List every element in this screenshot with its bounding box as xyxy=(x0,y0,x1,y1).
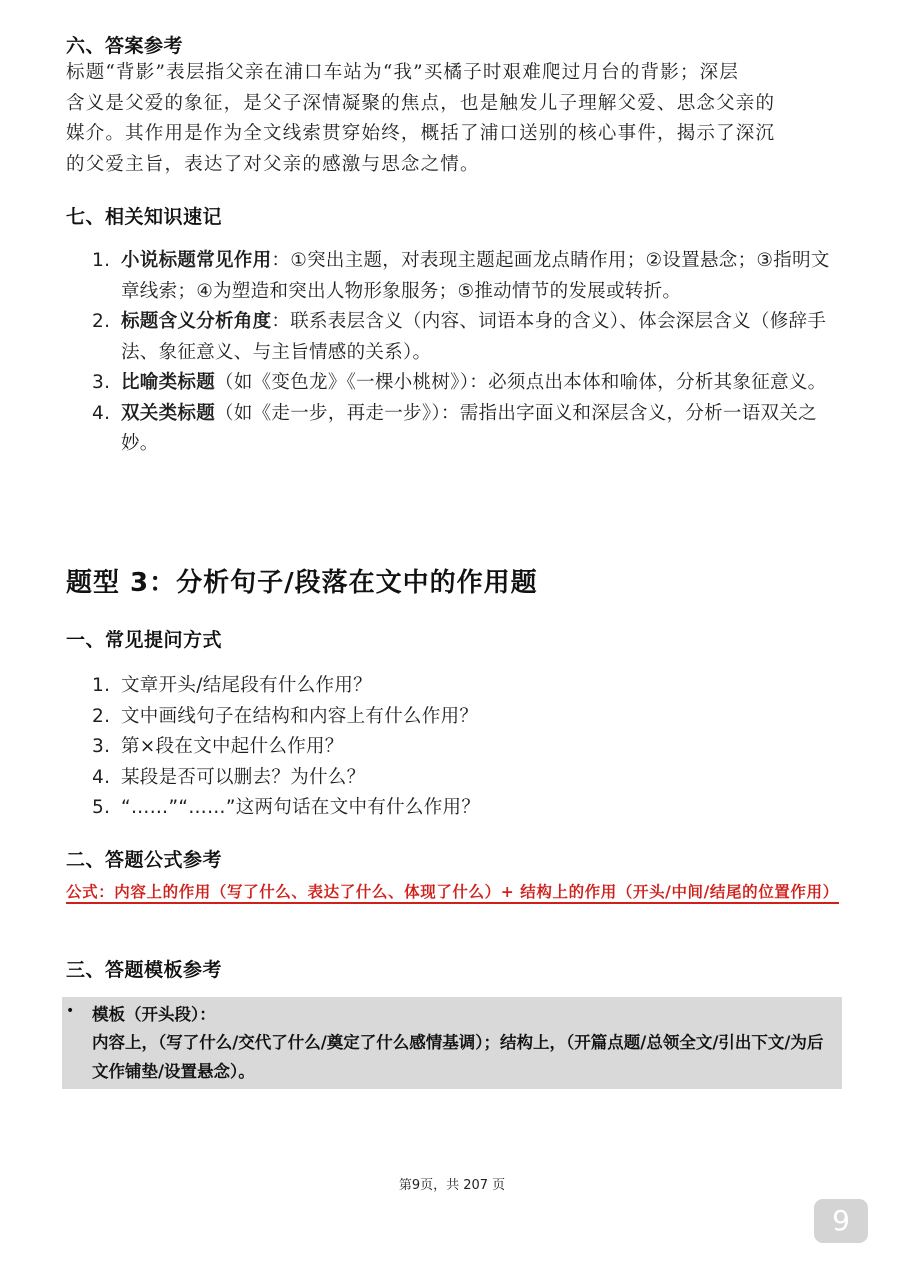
list-item xyxy=(92,399,832,460)
answer-line: 媒介。其作用是作为全文线索贯穿始终，概括了浦口送别的核心事件，揭示了深沉 xyxy=(66,123,776,144)
answer-line: 的父爱主旨，表达了对父亲的感激与思念之情。 xyxy=(66,153,480,175)
section-heading-knowledge: 七、相关知识速记 xyxy=(66,206,223,228)
list-number: 4. xyxy=(92,766,111,788)
item-text: （如《走一步，再走一步》）：需指出字面义和深层含义，分析一语双关之妙。 xyxy=(121,402,817,454)
item-text: 文中画线句子在结构和内容上有什么作用？ xyxy=(121,705,479,727)
list-item xyxy=(92,793,792,824)
list-item xyxy=(92,246,832,307)
page-footer: 第9页，共 207 页 xyxy=(398,1178,506,1193)
list-number: 3. xyxy=(92,736,111,757)
list-number: 3. xyxy=(92,372,111,393)
list-number: 5. xyxy=(92,797,111,818)
list-item xyxy=(92,671,792,702)
item-term: 小说标题常见作用 xyxy=(121,250,272,271)
section-heading-answer: 六、答案参考 xyxy=(66,35,184,57)
knowledge-list xyxy=(92,246,832,460)
list-item xyxy=(92,368,832,399)
section-heading-questions: 一、常见提问方式 xyxy=(66,629,223,651)
item-term: 比喻类标题 xyxy=(121,372,216,393)
question-type-heading: 题型 3：分析句子/段落在文中的作用题 xyxy=(66,568,538,598)
item-text: ：①突出主题，对表现主题起画龙点睛作用；②设置悬念；③指明文章线索；④为塑造和突出人物形象服务；⑤推动情节的发展或转折。 xyxy=(121,250,830,302)
page-number-badge: 9 xyxy=(814,1199,868,1243)
item-term: 标题含义分析角度 xyxy=(121,311,272,332)
list-number: 2. xyxy=(92,311,111,332)
answer-line: 含义是父爱的象征，是父子深情凝聚的焦点，也是触发儿子理解父爱、思念父亲的 xyxy=(66,92,776,114)
item-text: 文章开头/结尾段有什么作用？ xyxy=(121,675,372,696)
template-title: 模板（开头段）： xyxy=(92,1005,216,1024)
item-text: 某段是否可以删去？为什么？ xyxy=(121,766,366,788)
list-item xyxy=(92,763,792,794)
list-item xyxy=(92,307,832,368)
section-heading-template: 三、答题模板参考 xyxy=(66,959,223,981)
item-term: 双关类标题 xyxy=(121,402,216,424)
template-box xyxy=(62,997,842,1089)
bullet-icon: • xyxy=(66,1003,75,1019)
list-number: 2. xyxy=(92,705,111,727)
section-heading-formula: 二、答题公式参考 xyxy=(66,849,223,871)
answer-paragraph xyxy=(66,58,838,180)
item-text: 第×段在文中起什么作用？ xyxy=(121,736,344,757)
item-text: （如《变色龙》《一棵小桃树》）：必须点出本体和喻体，分析其象征意义。 xyxy=(215,372,827,393)
item-text: ：联系表层含义（内容、词语本身的含义）、体会深层含义（修辞手法、象征意义、与主旨情感的关系）。 xyxy=(121,311,827,363)
item-text: “……”“……”这两句话在文中有什么作用？ xyxy=(121,797,481,818)
formula-text: 公式：内容上的作用（写了什么、表达了什么、体现了什么）+ 结构上的作用（开头/中间/结尾的位置作用） xyxy=(66,882,839,904)
list-number: 1. xyxy=(92,250,111,271)
list-number: 1. xyxy=(92,675,111,696)
questions-list xyxy=(92,671,792,824)
template-body: 内容上，（写了什么/交代了什么/奠定了什么感情基调）；结构上，（开篇点题/总领全文/引出下文/为后文作铺垫/设置悬念）。 xyxy=(92,1033,824,1081)
formula-text-block xyxy=(66,878,841,905)
answer-line: 标题“背影”表层指父亲在浦口车站为“我”买橘子时艰难爬过月台的背影；深层 xyxy=(66,62,740,83)
list-number: 4. xyxy=(92,402,111,424)
list-item xyxy=(92,702,792,733)
list-item xyxy=(92,732,792,763)
